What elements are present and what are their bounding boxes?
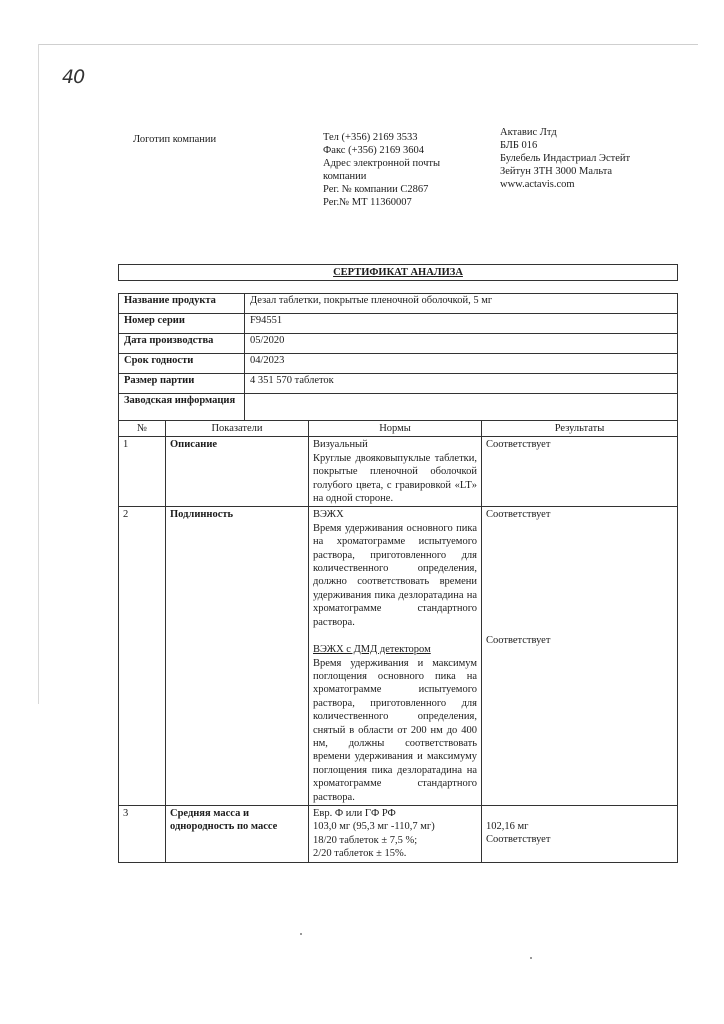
- row-indicator: Описание: [166, 437, 309, 507]
- col-header-indicator: Показатели: [166, 421, 309, 437]
- row-norms: [309, 805, 482, 862]
- norm-line: 103,0 мг (95,3 мг -110,7 мг): [313, 821, 435, 833]
- row-result: Соответствует: [482, 437, 678, 507]
- product-info-table: [118, 293, 678, 421]
- row-indicator: Подлинность: [166, 507, 309, 806]
- result-1: Соответствует: [486, 509, 551, 521]
- info-value: F94551: [245, 314, 678, 334]
- result-2: Соответствует: [486, 634, 551, 646]
- col-header-results: Результаты: [482, 421, 678, 437]
- norm-text: Время удерживания основного пика на хроматограмме испытуемого раствора, приготовленного для количественного определения, должно соответствовать времени удерживания пика дезлоратадина на хроматограмме стандартного раствора.: [313, 522, 477, 628]
- row-number: 2: [119, 507, 166, 806]
- address-city: Зейтун ЗТН 3000 Мальта: [500, 166, 613, 177]
- info-label: Срок годности: [119, 354, 245, 374]
- info-row: [119, 314, 678, 334]
- info-row: [119, 294, 678, 314]
- info-value: [245, 394, 678, 421]
- row-indicator: Средняя масса и однородность по массе: [166, 805, 309, 862]
- norm-line: 18/20 таблеток ± 7,5 %;: [313, 834, 418, 846]
- result-verdict: Соответствует: [486, 834, 551, 846]
- info-label: Заводская информация: [119, 394, 245, 421]
- info-value: 4 351 570 таблеток: [245, 374, 678, 394]
- norm-method: ВЭЖХ: [313, 509, 344, 521]
- row-number: 3: [119, 805, 166, 862]
- norm-method: Евр. Ф или ГФ РФ: [313, 807, 396, 819]
- info-row: [119, 334, 678, 354]
- norm-text-2: Время удерживания и максимум поглощения основного пика на хроматограмме испытуемого раствора, приготовленного для количественного определения, снятый в области от 200 нм до 400 нм, должны соответствовать времени удерживания и максимуму поглощения пика дезлоратадина на хроматограмме стандартного раствора.: [313, 657, 477, 803]
- scan-speck: [530, 957, 532, 959]
- row-number: 1: [119, 437, 166, 507]
- info-value: 04/2023: [245, 354, 678, 374]
- analysis-table: [118, 420, 678, 863]
- address-company: Актавис Лтд: [500, 127, 557, 138]
- row-norms: [309, 437, 482, 507]
- contact-block: [323, 131, 440, 209]
- analysis-row: [119, 507, 678, 806]
- info-value: Дезал таблетки, покрытые пленочной оболочкой, 5 мг: [245, 294, 678, 314]
- info-label: Дата производства: [119, 334, 245, 354]
- row-result: [482, 805, 678, 862]
- row-result: [482, 507, 678, 806]
- info-row: [119, 374, 678, 394]
- address-website: www.actavis.com: [500, 179, 575, 190]
- address-block: [500, 126, 630, 191]
- info-value: 05/2020: [245, 334, 678, 354]
- contact-fax: Факс (+356) 2169 3604: [323, 145, 424, 156]
- handwritten-page-number: 40: [62, 66, 85, 88]
- info-label: Название продукта: [119, 294, 245, 314]
- norm-text: Круглые двояковыпуклые таблетки, покрытые пленочной оболочкой голубого цвета, с гравировкой «LT» на одной стороне.: [313, 452, 477, 505]
- info-row: [119, 394, 678, 421]
- address-code: БЛБ 016: [500, 140, 538, 151]
- contact-email-label-cont: компании: [323, 171, 367, 182]
- col-header-norms: Нормы: [309, 421, 482, 437]
- analysis-header-row: [119, 421, 678, 437]
- norm-line: 2/20 таблеток ± 15%.: [313, 848, 407, 860]
- row-norms: [309, 507, 482, 806]
- contact-mt-reg: Рег.№ МТ 11360007: [323, 197, 412, 208]
- result-value: 102,16 мг: [486, 820, 529, 832]
- contact-email-label: Адрес электронной почты: [323, 158, 441, 169]
- info-label: Номер серии: [119, 314, 245, 334]
- col-header-number: №: [119, 421, 166, 437]
- page-left-edge: [38, 44, 39, 704]
- info-label: Размер партии: [119, 374, 245, 394]
- norm-method: Визуальный: [313, 439, 368, 451]
- certificate-title: СЕРТИФИКАТ АНАЛИЗА: [118, 264, 678, 281]
- contact-phone: Тел (+356) 2169 3533: [323, 132, 418, 143]
- analysis-row: [119, 805, 678, 862]
- page-top-edge: [38, 44, 698, 45]
- norm-method-2: ВЭЖХ с ДМД детектором: [313, 644, 431, 656]
- info-row: [119, 354, 678, 374]
- contact-company-reg: Рег. № компании C2867: [323, 184, 429, 195]
- address-estate: Булебель Индастриал Эстейт: [500, 153, 631, 164]
- analysis-row: [119, 437, 678, 507]
- logo-placeholder: Логотип компании: [133, 134, 217, 145]
- scan-speck: [300, 933, 302, 935]
